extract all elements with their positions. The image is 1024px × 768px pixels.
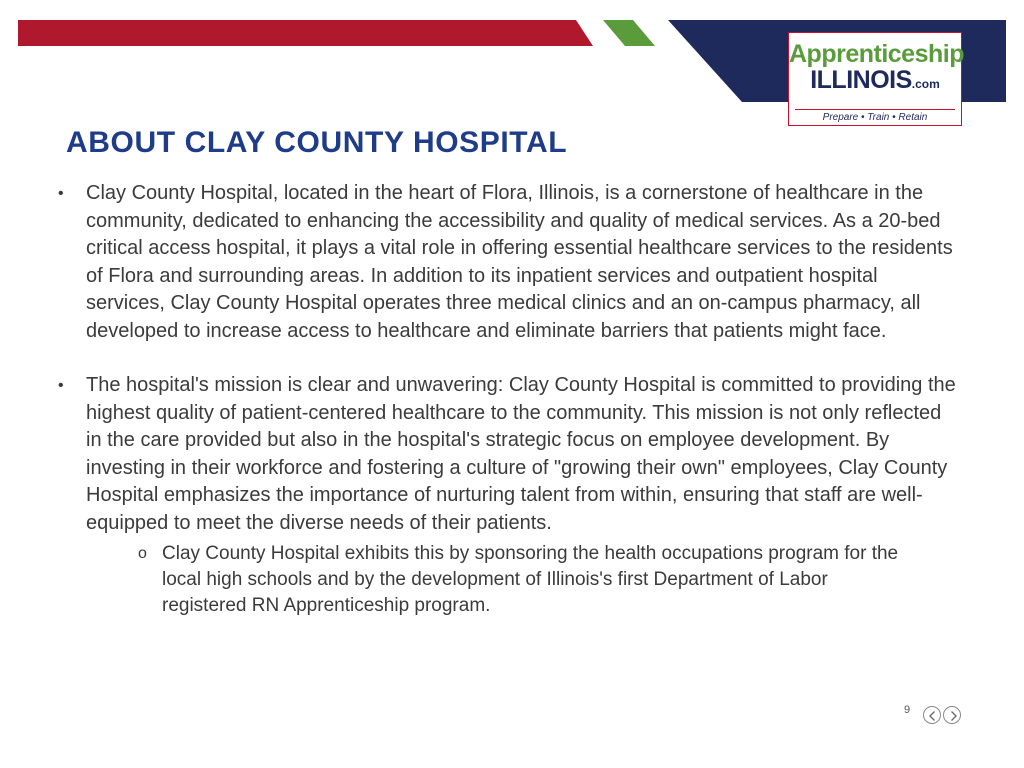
chevron-left-icon: [924, 707, 942, 725]
sub-bullet-item: [138, 541, 908, 619]
bullet-marker: •: [58, 377, 64, 394]
page-number: 9: [904, 704, 911, 716]
bullet-marker: •: [58, 185, 64, 202]
apprenticeship-illinois-logo: [788, 32, 962, 126]
red-band: [18, 20, 593, 46]
chevron-right-icon: [944, 707, 962, 725]
logo-line2-suffix: .com: [911, 77, 940, 91]
previous-slide-button[interactable]: [923, 706, 941, 724]
bullet-item: [56, 180, 956, 345]
logo-line2: [789, 67, 961, 97]
logo-line2-main: ILLINOIS: [810, 66, 912, 94]
bullet-text: The hospital's mission is clear and unwavering: Clay County Hospital is committed to providing the highest quality of patient-centered healthcare to the community. This mission is not only reflected in the care provided but also in the hospital's strategic focus on employee development. By investing in their workforce and fostering a culture of "growing their own" employees, Clay County Hospital emphasizes the importance of nurturing talent from within, ensuring that staff are well-equipped to meet the diverse needs of their patients.: [86, 374, 956, 534]
bullet-item: [56, 372, 956, 537]
sub-bullet-text: Clay County Hospital exhibits this by sponsoring the health occupations program for the local high schools and by the development of Illinois's first Department of Labor registered RN Apprenticeship program.: [162, 543, 899, 616]
green-band: [603, 20, 655, 46]
page-title: ABOUT CLAY COUNTY HOSPITAL: [66, 126, 568, 159]
logo-line1: Apprenticeship: [789, 40, 964, 68]
next-slide-button[interactable]: [943, 706, 961, 724]
slide-content: [56, 180, 956, 619]
bullet-text: Clay County Hospital, located in the heart of Flora, Illinois, is a cornerstone of healthcare in the community, dedicated to enhancing the accessibility and quality of medical services. As a 20-bed critical access hospital, it plays a vital role in offering essential healthcare services to the residents of Flora and surrounding areas. In addition to its inpatient services and outpatient hospital services, Clay County Hospital operates three medical clinics and an on-campus pharmacy, all developed to increase access to healthcare and eliminate barriers that patients might face.: [86, 182, 953, 342]
sub-bullet-marker: o: [138, 545, 147, 562]
logo-tagline: Prepare • Train • Retain: [795, 109, 955, 123]
